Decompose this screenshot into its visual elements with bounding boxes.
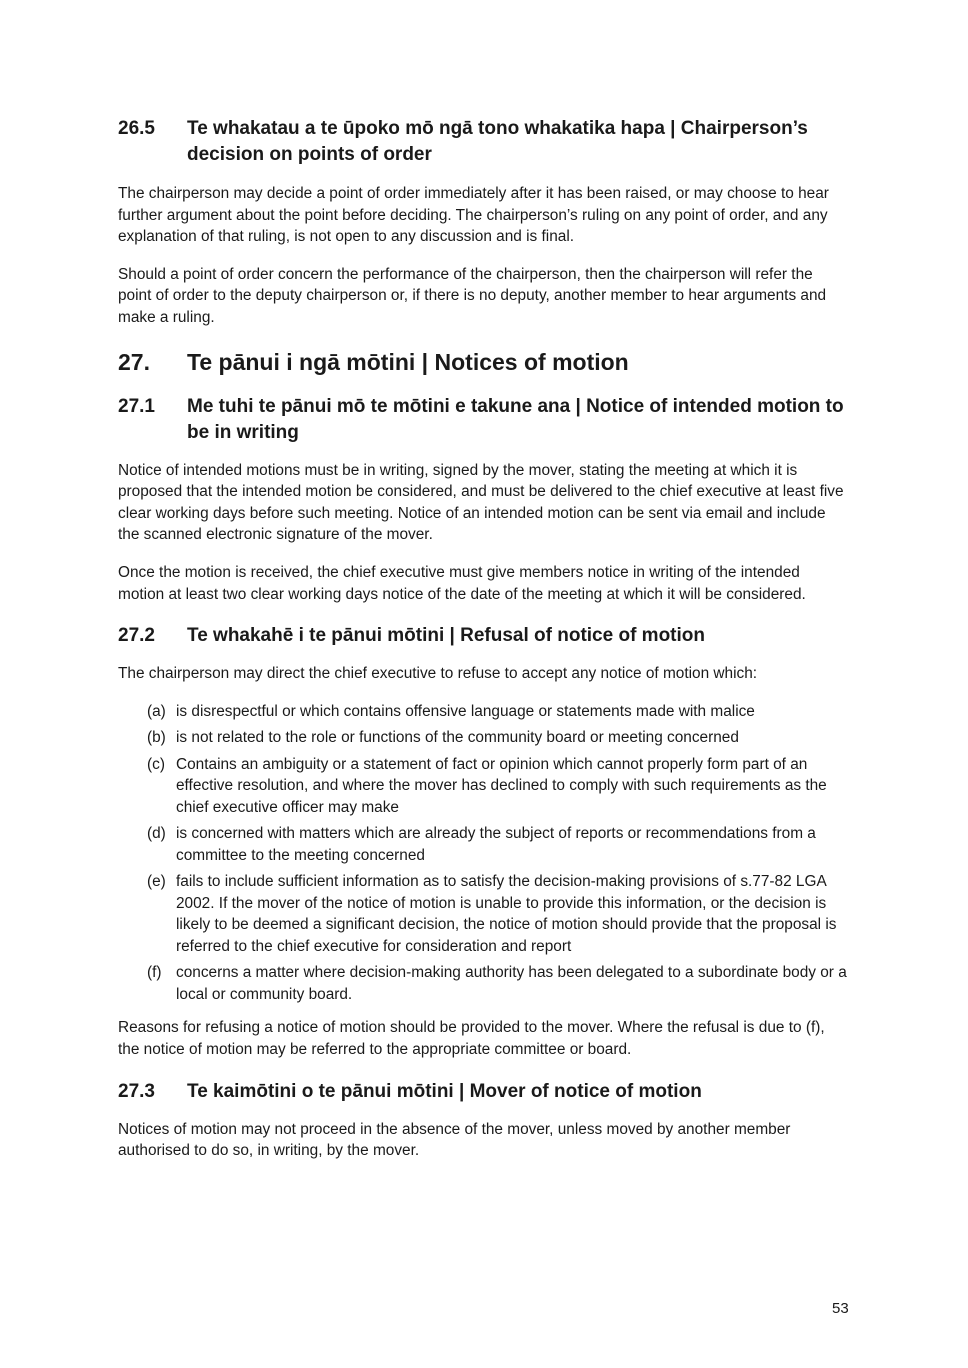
paragraph: The chairperson may decide a point of order immediately after it has been raised, or may choose to hear further argument about the point before deciding. The chairperson’s ruling on any point of order, and any explanation of that ruling, is not open to any discussion and is final. xyxy=(118,185,829,246)
paragraph: Notice of intended motions must be in writing, signed by the mover, stating the meeting at which it is proposed that the intended motion be considered, and must be delivered to the chief executive at least five clear working days before such meeting. Notice of an intended motion can be sent via email and include the scanned electronic signature of the mover. xyxy=(118,461,844,544)
section-heading-27-1 xyxy=(118,394,848,446)
paragraph: The chairperson may direct the chief executive to refuse to accept any notice of motion which: xyxy=(118,665,758,683)
list-item-label: (e) xyxy=(147,873,166,891)
paragraph: Notices of motion may not proceed in the absence of the mover, unless moved by another member authorised to do so, in writing, by the mover. xyxy=(118,1120,791,1160)
list-item xyxy=(147,754,848,819)
list-item xyxy=(147,871,848,957)
section-heading-27-2 xyxy=(118,623,848,649)
section-title: Me tuhi te pānui mō te mōtini e takune ana | Notice of intended motion to be in writing xyxy=(187,395,844,443)
section-number: 27. xyxy=(118,348,150,375)
section-number: 27.2 xyxy=(118,625,155,647)
list-item-text: is not related to the role or functions of the community board or meeting concerned xyxy=(176,729,739,747)
list-item-text: is concerned with matters which are already the subject of reports or recommendations from a committee to the meeting concerned xyxy=(176,825,816,864)
list-item-label: (d) xyxy=(147,825,166,843)
list-item-text: fails to include sufficient information as to satisfy the decision-making provisions of s.77-82 LGA 2002. If the mover of the notice of motion is unable to provide this information, or the decision is likely to be deemed a significant decision, the notice of motion should provide that the proposal is referred to the chief executive for consideration and report xyxy=(176,873,837,955)
paragraph: Should a point of order concern the performance of the chairperson, then the chairperson will refer the point of order to the deputy chairperson or, if there is no deputy, another member to hear arguments and make a ruling. xyxy=(118,265,827,326)
list-item-label: (b) xyxy=(147,729,166,747)
section-number: 27.1 xyxy=(118,395,155,417)
list-item-text: Contains an ambiguity or a statement of fact or opinion which cannot properly form part of an effective resolution, and where the mover has declined to comply with such requirements as the chief executive officer may make xyxy=(176,755,827,816)
list-item xyxy=(147,701,848,723)
section-heading-27-3 xyxy=(118,1079,848,1105)
list-item xyxy=(147,727,848,749)
list-item xyxy=(147,962,848,1005)
list-item-label: (f) xyxy=(147,964,162,982)
list-item-label: (a) xyxy=(147,702,166,720)
document-page xyxy=(118,116,848,1162)
list-item-text: is disrespectful or which contains offensive language or statements made with malice xyxy=(176,702,755,720)
list-item xyxy=(147,823,848,866)
section-heading-26-5 xyxy=(118,116,848,168)
section-title: Te whakatau a te ūpoko mō ngā tono whakatika hapa | Chairperson’s decision on points of order xyxy=(187,118,808,165)
paragraph: Once the motion is received, the chief executive must give members notice in writing of the intended motion at least two clear working days notice of the date of the meeting at which it will be considered. xyxy=(118,563,806,603)
page-number: 53 xyxy=(832,1300,849,1317)
refusal-criteria-list xyxy=(118,701,848,1006)
section-number: 27.3 xyxy=(118,1080,155,1102)
list-item-label: (c) xyxy=(147,755,165,773)
list-item-text: concerns a matter where decision-making authority has been delegated to a subordinate body or a local or community board. xyxy=(176,964,847,1003)
section-title: Te pānui i ngā mōtini | Notices of motion xyxy=(187,348,629,375)
section-heading-27 xyxy=(118,347,848,377)
paragraph: Reasons for refusing a notice of motion should be provided to the mover. Where the refusal is due to (f), the notice of motion may be referred to the appropriate committee or board. xyxy=(118,1019,825,1059)
section-number: 26.5 xyxy=(118,118,155,139)
section-title: Te kaimōtini o te pānui mōtini | Mover of notice of motion xyxy=(187,1080,702,1102)
section-title: Te whakahē i te pānui mōtini | Refusal of notice of motion xyxy=(187,625,706,647)
